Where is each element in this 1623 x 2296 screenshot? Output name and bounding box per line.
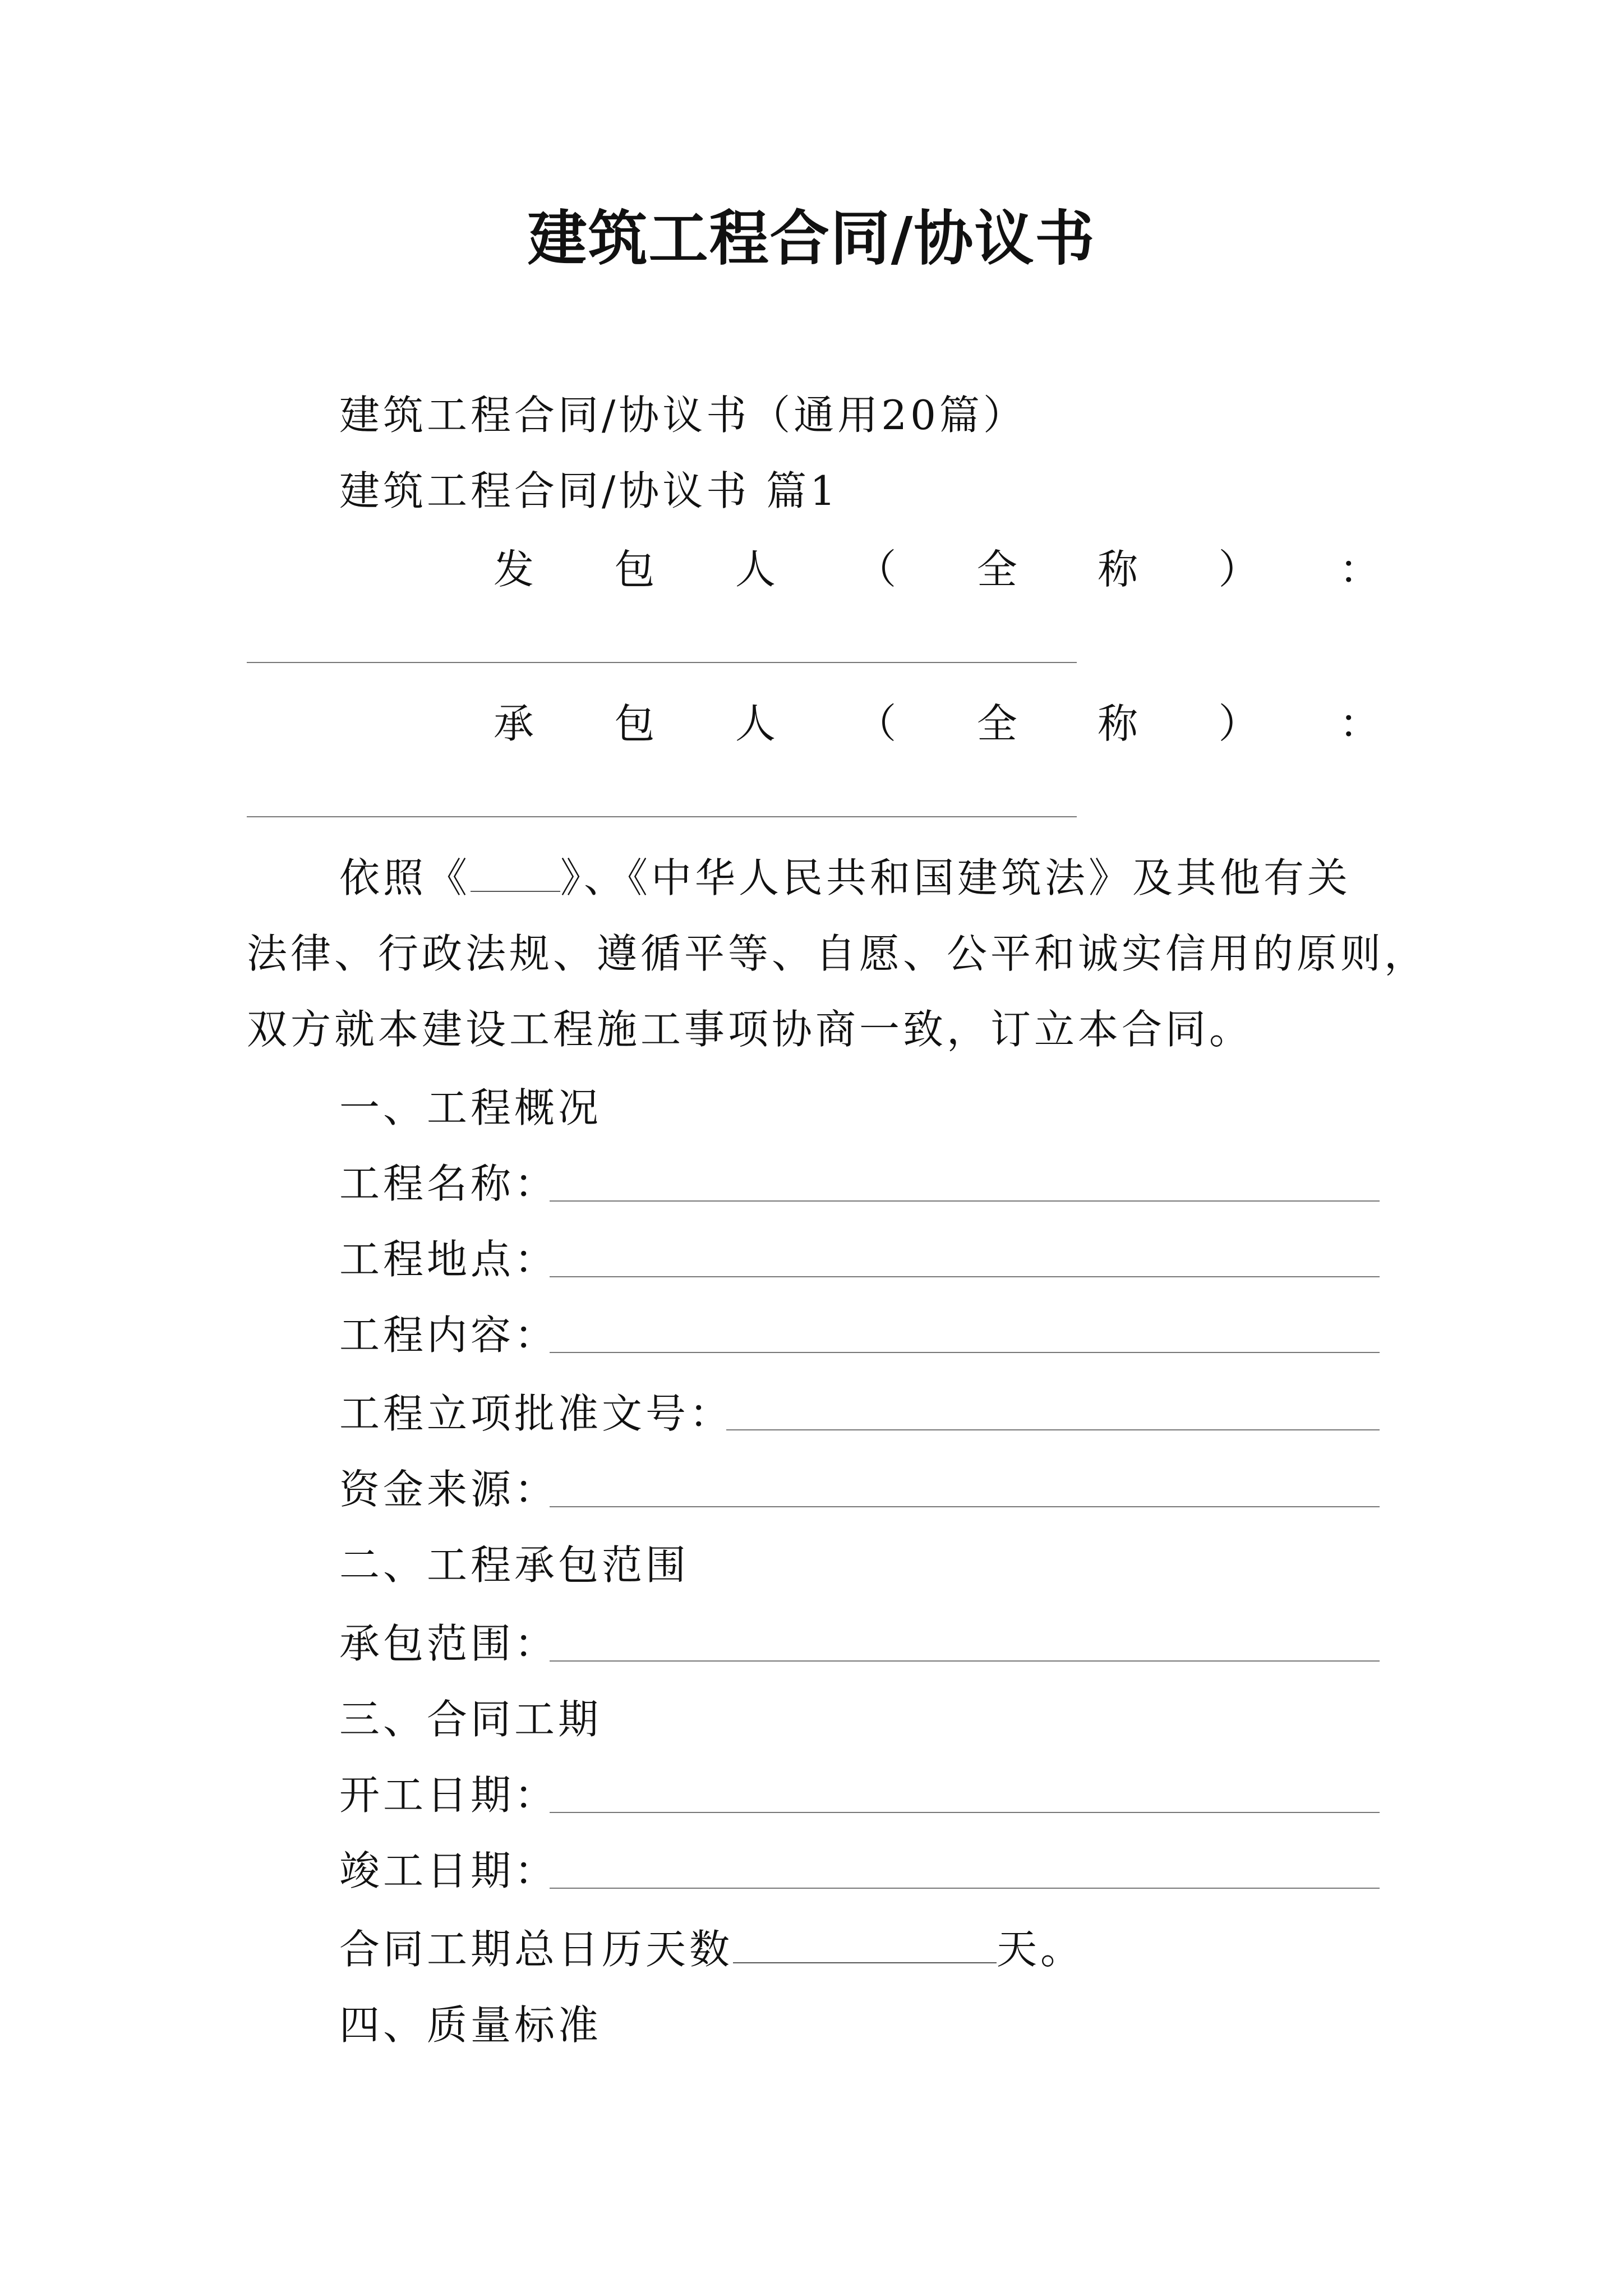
- project-content-label: 工程内容：: [339, 1312, 559, 1359]
- party-b-char: 称: [1098, 700, 1138, 747]
- party-a-char: 发: [494, 546, 534, 593]
- section-3-heading: 三、合同工期: [339, 1696, 602, 1743]
- party-b-char: 包: [614, 700, 655, 747]
- party-b-char: 人: [735, 700, 776, 747]
- start-date-field[interactable]: [550, 1812, 1380, 1813]
- project-approval-field[interactable]: [726, 1429, 1380, 1430]
- intro-line-3: 双方就本建设工程施工事项协商一致，订立本合同。: [247, 1006, 1253, 1053]
- intro-text: 依照《: [339, 854, 471, 901]
- project-name-field[interactable]: [550, 1200, 1380, 1202]
- party-a-char: 全: [976, 546, 1017, 593]
- start-date-label: 开工日期：: [339, 1772, 559, 1819]
- completion-date-field[interactable]: [550, 1888, 1380, 1889]
- scope-label: 承包范围：: [339, 1620, 559, 1667]
- document-title: 建筑工程合同/协议书: [527, 203, 1096, 273]
- funding-source-label: 资金来源：: [339, 1466, 559, 1513]
- subtitle-collection: 建筑工程合同/协议书（通用20篇）: [339, 392, 1027, 439]
- funding-source-field[interactable]: [550, 1506, 1380, 1507]
- party-a-char: 人: [735, 546, 776, 593]
- party-b-char: 全: [976, 700, 1017, 747]
- party-a-label: [494, 541, 1380, 597]
- project-location-field[interactable]: [550, 1276, 1380, 1277]
- section-4-heading: 四、质量标准: [339, 2001, 602, 2049]
- total-days-suffix: 天。: [997, 1926, 1085, 1973]
- intro-line-2: 法律、行政法规、遵循平等、自愿、公平和诚实信用的原则，: [247, 930, 1428, 977]
- completion-date-label: 竣工日期：: [339, 1847, 559, 1894]
- party-b-char: ：: [1339, 700, 1380, 747]
- party-b-char: （: [856, 700, 897, 747]
- total-days-label: 合同工期总日历天数: [339, 1926, 734, 1973]
- intro-text: 》、《中华人民共和国建筑法》及其他有关: [560, 854, 1352, 901]
- party-a-char: ：: [1339, 546, 1380, 593]
- total-days-line: [339, 1921, 1084, 1977]
- project-content-field[interactable]: [550, 1352, 1380, 1353]
- section-1-heading: 一、工程概况: [339, 1084, 602, 1131]
- subtitle-part: 建筑工程合同/协议书 篇1: [339, 467, 839, 514]
- party-a-char: （: [856, 546, 897, 593]
- project-approval-label: 工程立项批准文号：: [339, 1390, 734, 1437]
- intro-line-1: [339, 850, 1351, 906]
- scope-field[interactable]: [550, 1660, 1380, 1662]
- party-a-char: 包: [614, 546, 655, 593]
- party-a-char: ）: [1218, 546, 1259, 593]
- total-days-field[interactable]: [733, 1929, 997, 1963]
- project-location-label: 工程地点：: [339, 1236, 559, 1283]
- party-a-char: 称: [1098, 546, 1138, 593]
- party-b-label: [494, 696, 1380, 752]
- law-name-blank[interactable]: [471, 857, 560, 892]
- project-name-label: 工程名称：: [339, 1160, 559, 1207]
- party-b-char: ）: [1218, 700, 1259, 747]
- party-b-char: 承: [494, 700, 534, 747]
- section-2-heading: 二、工程承包范围: [339, 1542, 690, 1589]
- party-b-fill-line[interactable]: [247, 816, 1077, 817]
- party-a-fill-line[interactable]: [247, 662, 1077, 663]
